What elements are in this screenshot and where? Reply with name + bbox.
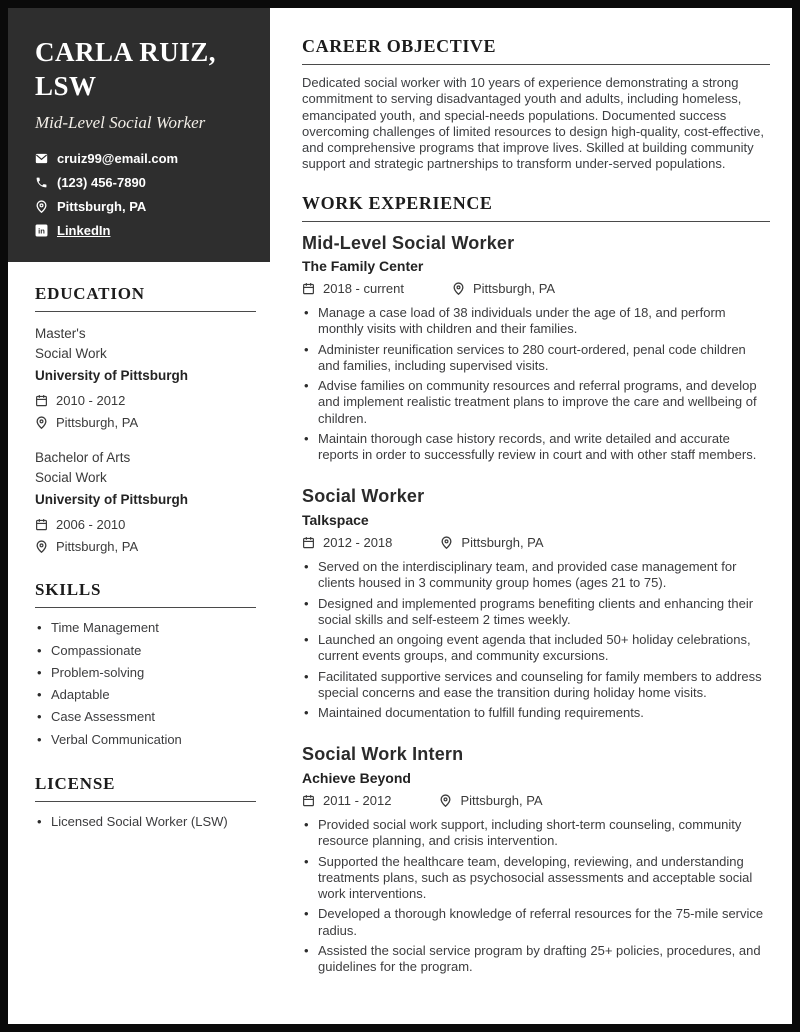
company-name: Achieve Beyond <box>302 769 411 786</box>
work-experience-section <box>302 193 770 976</box>
bullet-item: • Manage a case load of 38 individuals under the age of 18, and perform monthly visits with children and their families. <box>302 305 770 338</box>
dates-text: 2018 - current <box>323 281 404 297</box>
bullet-item: • Served on the interdisciplinary team, and provided case management for clients housed in 3 community group homes (ages 21 to 75). <box>302 559 770 592</box>
bullet-item: • Assisted the social service program by drafting 25+ policies, procedures, and guidelines for the program. <box>302 943 770 976</box>
job-entry <box>302 232 770 464</box>
education-location <box>35 539 256 554</box>
education-dates <box>35 393 256 408</box>
job-title: Social Worker <box>302 486 425 507</box>
license-section <box>35 774 256 830</box>
skills-section <box>35 580 256 748</box>
job-meta <box>302 793 770 808</box>
location-text: Pittsburgh, PA <box>57 198 147 214</box>
dates-text: 2010 - 2012 <box>56 392 126 408</box>
license-heading: LICENSE <box>35 774 256 802</box>
name-heading <box>35 36 250 104</box>
job-bullets <box>302 559 770 721</box>
phone-icon <box>35 176 48 189</box>
skill-item: • Compassionate <box>35 643 256 659</box>
field-of-study: Social Work <box>35 470 107 486</box>
skill-item: • Verbal Communication <box>35 732 256 748</box>
education-dates <box>35 517 256 532</box>
bullet-item: • Maintain thorough case history records, and write detailed and accurate reports in order to successfully review in court and with other staff members. <box>302 431 770 464</box>
linkedin-link[interactable] <box>35 223 250 238</box>
skill-item: • Problem-solving <box>35 665 256 681</box>
job-location <box>439 793 542 808</box>
dates-text: 2011 - 2012 <box>323 793 392 809</box>
school-name: University of Pittsburgh <box>35 368 189 383</box>
calendar-icon <box>35 518 48 531</box>
header <box>8 8 270 262</box>
location-icon <box>440 536 453 549</box>
job-bullets <box>302 817 770 975</box>
career-objective-section <box>302 36 770 173</box>
location-icon <box>452 282 465 295</box>
location-icon <box>35 200 48 213</box>
skill-item: • Adaptable <box>35 687 256 703</box>
job-entry <box>302 743 770 975</box>
bullet-item: • Maintained documentation to fulfill funding requirements. <box>302 705 770 721</box>
career-objective-text: Dedicated social worker with 10 years of experience demonstrating a strong commitment to serving disadvantaged youth and adults, including homeless, emancipated youth, and special-needs populations. Documented success overcoming challenges of limited resources to design high-quality, cost-effective, and comprehensive programs that improve lives. Skilled at building community support and strategic partnerships to transform under-served populations. <box>302 75 764 172</box>
skill-item: • Time Management <box>35 620 256 636</box>
license-list <box>35 814 256 830</box>
job-dates <box>302 281 404 296</box>
job-title: Social Work Intern <box>302 744 464 765</box>
contact-list <box>35 151 250 238</box>
bullet-item: • Advise families on community resources and referral programs, and develop and implement realistic treatment plans to improve the care and wellbeing of children. <box>302 378 770 427</box>
job-title: Mid-Level Social Worker <box>302 232 515 253</box>
sidebar <box>8 8 270 1024</box>
email-icon <box>35 152 48 165</box>
sidebar-body <box>8 262 270 831</box>
education-heading: EDUCATION <box>35 284 256 312</box>
bullet-item: • Launched an ongoing event agenda that included 50+ holiday celebrations, current events groups, and community excursions. <box>302 632 770 665</box>
location-icon <box>439 794 452 807</box>
job-dates <box>302 793 391 808</box>
bullet-item: • Facilitated supportive services and counseling for family members to address special concerns and ease the transition during holiday home visits. <box>302 669 770 702</box>
calendar-icon <box>302 794 315 807</box>
education-entry <box>35 448 256 554</box>
skill-item: • Case Assessment <box>35 709 256 725</box>
bullet-item: • Developed a thorough knowledge of referral resources for the 75-mile service radius. <box>302 906 770 939</box>
job-dates <box>302 535 392 550</box>
field-of-study: Social Work <box>35 345 107 361</box>
work-experience-heading: WORK EXPERIENCE <box>302 193 770 222</box>
skills-list <box>35 620 256 748</box>
dates-text: 2012 - 2018 <box>323 535 393 551</box>
job-meta <box>302 535 770 550</box>
location-text: Pittsburgh, PA <box>472 281 556 297</box>
skills-heading: SKILLS <box>35 580 256 608</box>
bullet-item: • Supported the healthcare team, developing, reviewing, and understanding treatments plans, such as psychosocial assessments and acceptable social work interventions. <box>302 854 770 903</box>
location-text: Pittsburgh, PA <box>56 539 139 555</box>
company-name: Talkspace <box>302 511 369 528</box>
career-objective-heading: CAREER OBJECTIVE <box>302 36 770 65</box>
license-item: • Licensed Social Worker (LSW) <box>35 814 256 830</box>
phone-text: (123) 456-7890 <box>57 174 146 190</box>
calendar-icon <box>302 536 315 549</box>
degree: Master's <box>35 325 86 341</box>
linkedin-text[interactable]: LinkedIn <box>57 222 111 238</box>
dates-text: 2006 - 2010 <box>56 517 126 533</box>
calendar-icon <box>302 282 315 295</box>
company-name: The Family Center <box>302 258 424 274</box>
education-section <box>35 284 256 555</box>
location-text: Pittsburgh, PA <box>460 793 543 809</box>
name-line-2: LSW <box>35 70 97 101</box>
bullet-item: • Designed and implemented programs benefiting clients and enhancing their social skills and self-esteem 2 times weekly. <box>302 596 770 629</box>
main-content <box>270 8 792 1024</box>
location-icon <box>35 540 48 553</box>
bullet-item: • Administer reunification services to 280 court-ordered, penal code children and families, including supervised visits. <box>302 342 770 375</box>
location-icon <box>35 416 48 429</box>
calendar-icon <box>35 394 48 407</box>
degree: Bachelor of Arts <box>35 449 131 465</box>
contact-location <box>35 199 250 214</box>
job-entry <box>302 485 770 721</box>
contact-email <box>35 151 250 166</box>
education-entry <box>35 324 256 430</box>
education-location <box>35 415 256 430</box>
job-meta <box>302 281 770 296</box>
school-name: University of Pittsburgh <box>35 492 189 508</box>
job-location <box>440 535 543 550</box>
location-text: Pittsburgh, PA <box>461 535 544 551</box>
job-title-subheading: Mid-Level Social Worker <box>35 112 206 132</box>
job-bullets <box>302 305 770 463</box>
linkedin-icon <box>35 224 48 237</box>
email-text: cruiz99@email.com <box>57 150 179 166</box>
bullet-item: • Provided social work support, including short-term counseling, community resource planning, and crisis intervention. <box>302 817 770 850</box>
job-location <box>452 281 555 296</box>
name-line-1: CARLA RUIZ, <box>35 37 217 67</box>
contact-phone <box>35 175 250 190</box>
location-text: Pittsburgh, PA <box>56 414 139 430</box>
